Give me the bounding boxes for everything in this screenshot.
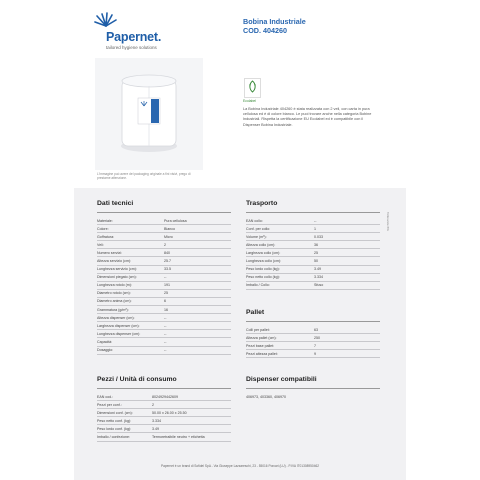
row-value: 33.5 xyxy=(164,267,171,272)
table-row xyxy=(246,266,380,274)
table-row xyxy=(246,225,380,233)
row-value: Sfuso xyxy=(314,283,324,288)
row-value: 36 xyxy=(314,242,318,247)
row-label: Altezza servizio (cm): xyxy=(97,259,132,264)
tolerance-note: Tolleranze 8% xyxy=(386,212,390,231)
table-row xyxy=(97,257,231,265)
divider xyxy=(97,212,231,213)
row-value: 3.49 xyxy=(152,426,159,431)
row-label: Imballo / Collo: xyxy=(246,283,270,288)
row-label: Grammatura (g/m²): xyxy=(97,307,129,312)
row-label: Imballo / confezione: xyxy=(97,435,130,440)
brand-logo xyxy=(94,12,204,52)
row-value: 25 xyxy=(314,250,318,255)
row-value: Termoretraibile neutro + etichetta xyxy=(152,435,205,440)
row-value: -- xyxy=(164,275,167,280)
table-row xyxy=(97,330,231,338)
table-row xyxy=(97,393,231,401)
row-value: Pura cellulosa xyxy=(164,218,187,223)
row-label: Volume (m³): xyxy=(246,234,267,239)
row-label: Peso lordo conf. (kg): xyxy=(97,426,132,431)
section-title-pallet: Pallet xyxy=(246,309,265,316)
table-row xyxy=(246,249,380,257)
row-value: 8024929442609 xyxy=(152,394,178,399)
product-name: Bobina Industriale xyxy=(243,17,306,26)
row-value: -- xyxy=(164,339,167,344)
table-row xyxy=(246,257,380,265)
table-row xyxy=(97,290,231,298)
dispenser-codes: 406973, 403360, 406970 xyxy=(246,395,286,399)
table-pallet xyxy=(246,326,380,358)
table-row xyxy=(97,314,231,322)
row-value: Micro xyxy=(164,234,173,239)
row-value: 191 xyxy=(164,283,170,288)
table-row xyxy=(246,282,380,290)
row-label: Dosaggio: xyxy=(97,348,114,353)
table-row xyxy=(246,241,380,249)
row-label: Diametro rotolo (cm): xyxy=(97,291,131,296)
row-label: Diametro anima (cm): xyxy=(97,299,132,304)
row-value: -- xyxy=(164,323,167,328)
row-label: Lunghezza collo (cm): xyxy=(246,259,282,264)
table-row xyxy=(97,433,231,441)
row-value: 50 xyxy=(314,259,318,264)
table-row xyxy=(97,306,231,314)
table-row xyxy=(97,225,231,233)
table-row xyxy=(246,217,380,225)
table-row xyxy=(246,350,380,358)
table-dati-tecnici xyxy=(97,217,231,355)
table-row xyxy=(97,249,231,257)
ecolabel-icon xyxy=(244,78,261,98)
table-pezzi xyxy=(97,393,231,442)
table-row xyxy=(97,401,231,409)
table-row xyxy=(97,338,231,346)
section-title-dispenser: Dispenser compatibili xyxy=(246,376,317,383)
row-label: Peso netto collo (kg): xyxy=(246,275,280,280)
row-label: Peso lordo collo (kg): xyxy=(246,267,280,272)
row-value: 840 xyxy=(164,250,170,255)
row-value: 25.7 xyxy=(164,259,171,264)
row-value: -- xyxy=(314,218,317,223)
product-header-area xyxy=(0,0,480,182)
divider xyxy=(246,212,380,213)
table-row xyxy=(97,266,231,274)
table-row xyxy=(97,417,231,425)
section-title-pezzi: Pezzi / Unità di consumo xyxy=(97,376,177,383)
row-label: Numero servizi: xyxy=(97,250,122,255)
row-label: Larghezza collo (cm): xyxy=(246,250,281,255)
row-value: 0.033 xyxy=(314,234,323,239)
row-label: Pezzi base pallet: xyxy=(246,343,275,348)
product-description: La Bobina Industriale 404260 è stata realizzata con 2 veli, con carta in pura cellulosa ed è di colore bianco. Le puoi trovare anche nella categoria Bobine Industriali. Rispetta la certificazione EU Ecolabel ed è compatibile con il Dispenser Bobina Industriale. xyxy=(243,107,372,127)
row-value: -- xyxy=(164,348,167,353)
row-label: EAN collo: xyxy=(246,218,263,223)
table-row xyxy=(246,233,380,241)
table-row xyxy=(97,233,231,241)
row-value: 3.334 xyxy=(152,418,161,423)
product-title xyxy=(243,17,306,36)
page-footer: Papernet è un brand di Sofidel SpA - Via Giuseppe Lazzareschi, 23 - 55016 Porcari (LU) - P.IVA IT01308950462 xyxy=(160,464,320,468)
table-row xyxy=(97,347,231,355)
table-row xyxy=(97,274,231,282)
row-value: 2 xyxy=(164,242,166,247)
row-value: 3.334 xyxy=(314,275,323,280)
row-value: 9 xyxy=(314,351,316,356)
brand-name: Papernet. xyxy=(106,30,162,44)
row-label: EAN cod.: xyxy=(97,394,114,399)
row-value: -- xyxy=(164,315,167,320)
row-value: 16 xyxy=(164,307,168,312)
table-row xyxy=(97,409,231,417)
table-row xyxy=(97,217,231,225)
divider xyxy=(97,388,231,389)
row-label: Veli: xyxy=(97,242,104,247)
row-value: -- xyxy=(164,331,167,336)
row-label: Larghezza dispenser (cm): xyxy=(97,323,140,328)
row-value: 1 xyxy=(314,226,316,231)
divider xyxy=(246,321,380,322)
row-value: 63 xyxy=(314,327,318,332)
table-row xyxy=(97,282,231,290)
table-trasporto xyxy=(246,217,380,290)
row-label: Goffratura: xyxy=(97,234,115,239)
row-value: 6 xyxy=(164,299,166,304)
row-label: Dimensioni piegato (cm): xyxy=(97,275,137,280)
row-label: Pezzi altezza pallet: xyxy=(246,351,278,356)
ecolabel-label: Ecolabel xyxy=(243,99,257,103)
row-label: Dimensioni conf. (cm): xyxy=(97,410,133,415)
row-label: Altezza pallet (cm): xyxy=(246,335,277,340)
table-row xyxy=(246,342,380,350)
product-code: COD. 404260 xyxy=(243,26,287,36)
table-row xyxy=(246,274,380,282)
row-value: 3.49 xyxy=(314,267,321,272)
row-label: Pezzi per conf.: xyxy=(97,402,122,407)
section-title-dati-tecnici: Dati tecnici xyxy=(97,200,134,207)
row-value: 25 xyxy=(164,291,168,296)
table-row xyxy=(246,334,380,342)
row-value: 7 xyxy=(314,343,316,348)
row-label: Colli per pallet: xyxy=(246,327,270,332)
divider xyxy=(246,388,380,389)
row-label: Capacità: xyxy=(97,339,113,344)
row-label: Altezza dispenser (cm): xyxy=(97,315,135,320)
image-caption: L'immagine può avere del packaging originale a fini visivi, prego di prestarne attenzione. xyxy=(97,172,191,181)
brand-tagline: tailored hygiene solutions xyxy=(106,45,157,50)
row-label: Materiale: xyxy=(97,218,113,223)
row-value: Bianco xyxy=(164,226,175,231)
table-row xyxy=(97,425,231,433)
table-row xyxy=(246,326,380,334)
row-label: Peso netto conf. (kg): xyxy=(97,418,132,423)
row-value: 50.00 x 26.00 x 25.50 xyxy=(152,410,187,415)
row-label: Lunghezza dispenser (cm): xyxy=(97,331,141,336)
row-label: Lunghezza rotolo (m): xyxy=(97,283,132,288)
section-title-trasporto: Trasporto xyxy=(246,200,278,207)
row-label: Colore: xyxy=(97,226,109,231)
row-label: Conf. per collo: xyxy=(246,226,271,231)
table-row xyxy=(97,298,231,306)
row-value: 250 xyxy=(314,335,320,340)
row-label: Altezza collo (cm): xyxy=(246,242,276,247)
table-row xyxy=(97,322,231,330)
row-value: 2 xyxy=(152,402,154,407)
product-photo xyxy=(118,72,180,154)
row-label: Lunghezza servizio (cm): xyxy=(97,267,137,272)
table-row xyxy=(97,241,231,249)
